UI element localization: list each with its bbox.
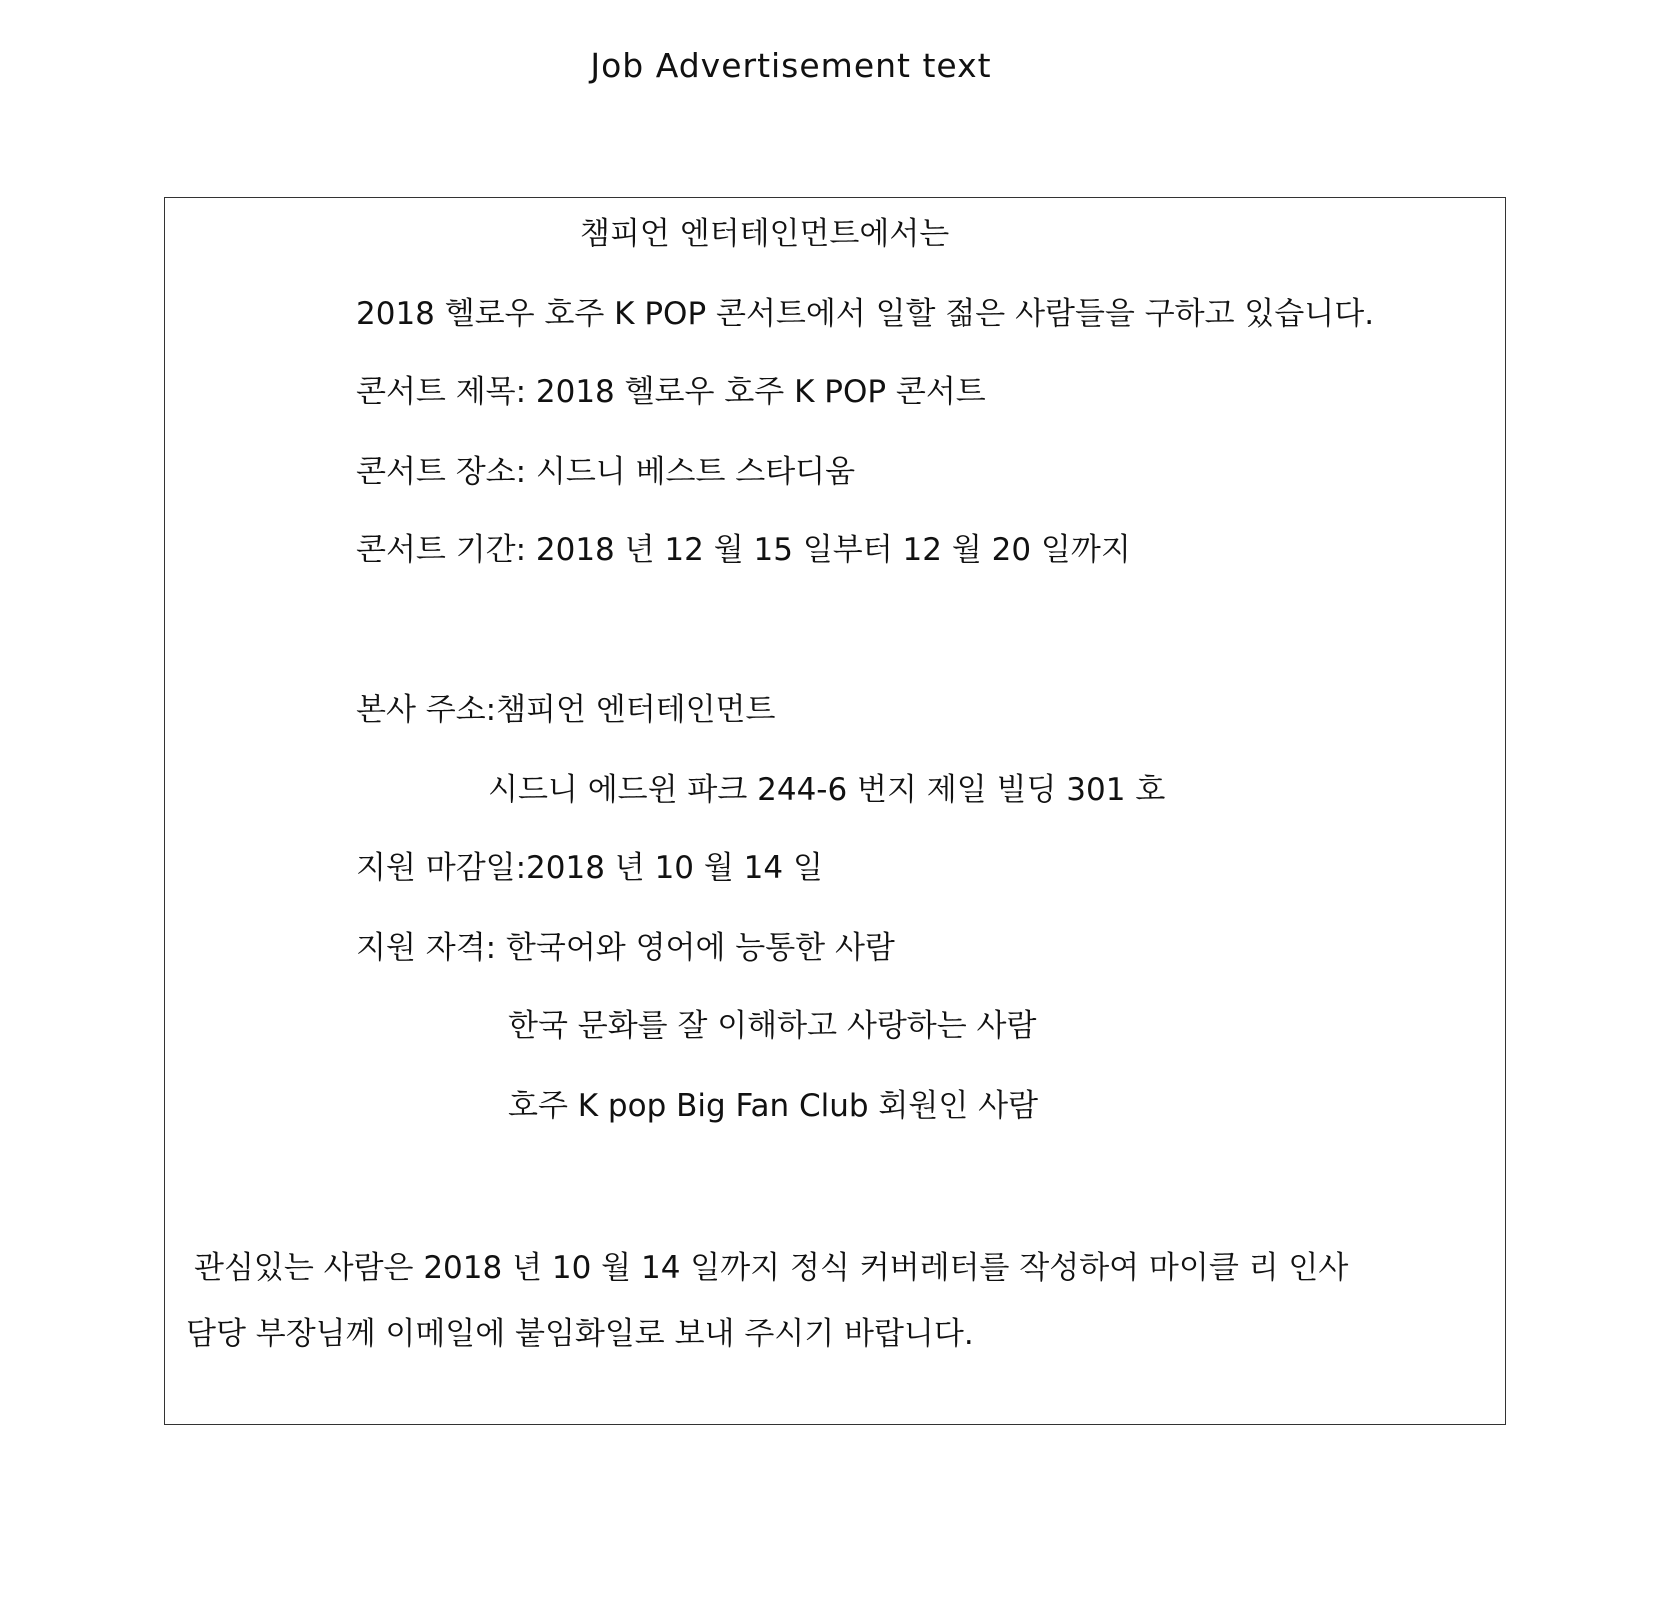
qualification-line: 지원 자격: 한국어와 영어에 능통한 사람 [356, 930, 895, 966]
deadline-line: 지원 마감일:2018 년 10 월 14 일 [356, 850, 823, 886]
qualification-line: 한국 문화를 잘 이해하고 사랑하는 사람 [508, 1008, 1037, 1044]
hq-address-line: 본사 주소:챔피언 엔터테인먼트 [356, 692, 776, 728]
ad-heading: 챔피언 엔터테인먼트에서는 [580, 216, 950, 252]
ad-intro: 2018 헬로우 호주 K POP 콘서트에서 일할 젊은 사람들을 구하고 있습니다. [356, 296, 1375, 332]
concert-period-line: 콘서트 기간: 2018 년 12 월 15 일부터 12 월 20 일까지 [356, 532, 1131, 568]
hq-address-detail-line: 시드니 에드윈 파크 244-6 번지 제일 빌딩 301 호 [488, 772, 1166, 808]
concert-title-line: 콘서트 제목: 2018 헬로우 호주 K POP 콘서트 [356, 374, 986, 410]
closing-paragraph-line: 담당 부장님께 이메일에 붙임화일로 보내 주시기 바랍니다. [186, 1316, 974, 1352]
concert-venue-line: 콘서트 장소: 시드니 베스트 스타디움 [356, 454, 856, 490]
page-title: Job Advertisement text [590, 46, 992, 85]
closing-paragraph-line: 관심있는 사람은 2018 년 10 월 14 일까지 정식 커버레터를 작성하여 마이클 리 인사 [194, 1250, 1349, 1286]
qualification-line: 호주 K pop Big Fan Club 회원인 사람 [508, 1088, 1039, 1124]
